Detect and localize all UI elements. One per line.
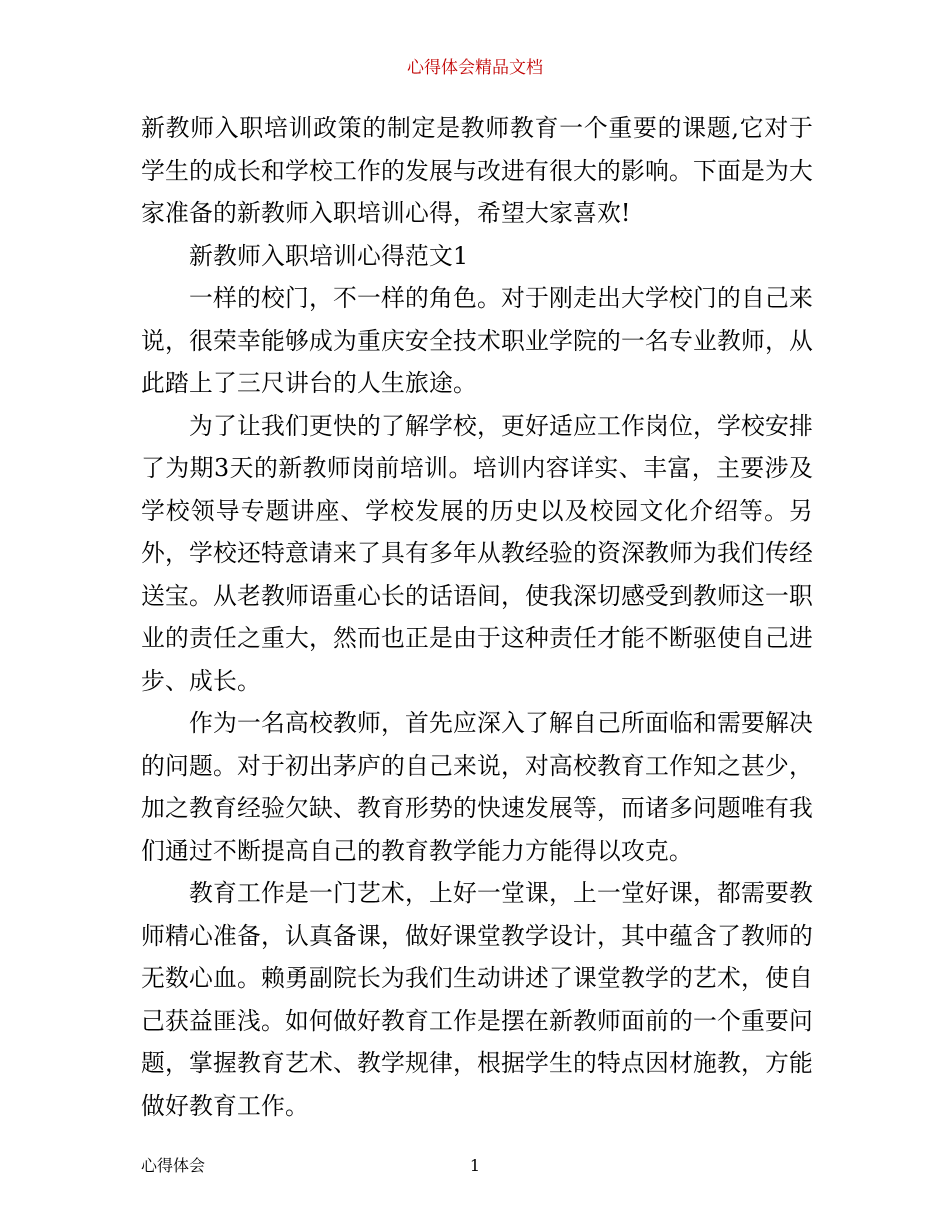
paragraph: 教育工作是一门艺术，上好一堂课，上一堂好课，都需要教师精心准备，认真备课，做好课堂教学设计，其中蕴含了教师的无数心血。赖勇副院长为我们生动讲述了课堂教学的艺术，使自己获益匪浅。如何做好教育工作是摆在新教师面前的一个重要问题，掌握教育艺术、教学规律，根据学生的特点因材施教，方能做好教育工作。 <box>141 879 813 1120</box>
section-heading: 新教师入职培训心得范文1 <box>189 241 469 270</box>
document-body <box>141 107 813 1127</box>
paragraph: 作为一名高校教师，首先应深入了解自己所面临和需要解决的问题。对于初出茅庐的自己来说，对高校教育工作知之甚少，加之教育经验欠缺、教育形势的快速发展等，而诸多问题唯有我们通过不断提高自己的教育教学能力方能得以攻克。 <box>141 709 813 865</box>
document-header: 心得体会精品文档 <box>407 58 543 78</box>
footer-label: 心得体会 <box>141 1156 206 1175</box>
paragraph: 为了让我们更快的了解学校，更好适应工作岗位，学校安排了为期3天的新教师岗前培训。培训内容详实、丰富，主要涉及学校领导专题讲座、学校发展的历史以及校园文化介绍等。另外，学校还特意请来了具有多年从教经验的资深教师为我们传经送宝。从老教师语重心长的话语间，使我深切感受到教师这一职业的责任之重大，然而也正是由于这种责任才能不断驱使自己进步、成长。 <box>141 411 813 695</box>
paragraph: 一样的校门，不一样的角色。对于刚走出大学校门的自己来说，很荣幸能够成为重庆安全技术职业学院的一名专业教师，从此踏上了三尺讲台的人生旅途。 <box>141 284 813 397</box>
paragraph-intro: 新教师入职培训政策的制定是教师教育一个重要的课题,它对于学生的成长和学校工作的发展与改进有很大的影响。下面是为大家准备的新教师入职培训心得，希望大家喜欢! <box>141 114 813 227</box>
page-number: 1 <box>469 1156 481 1175</box>
